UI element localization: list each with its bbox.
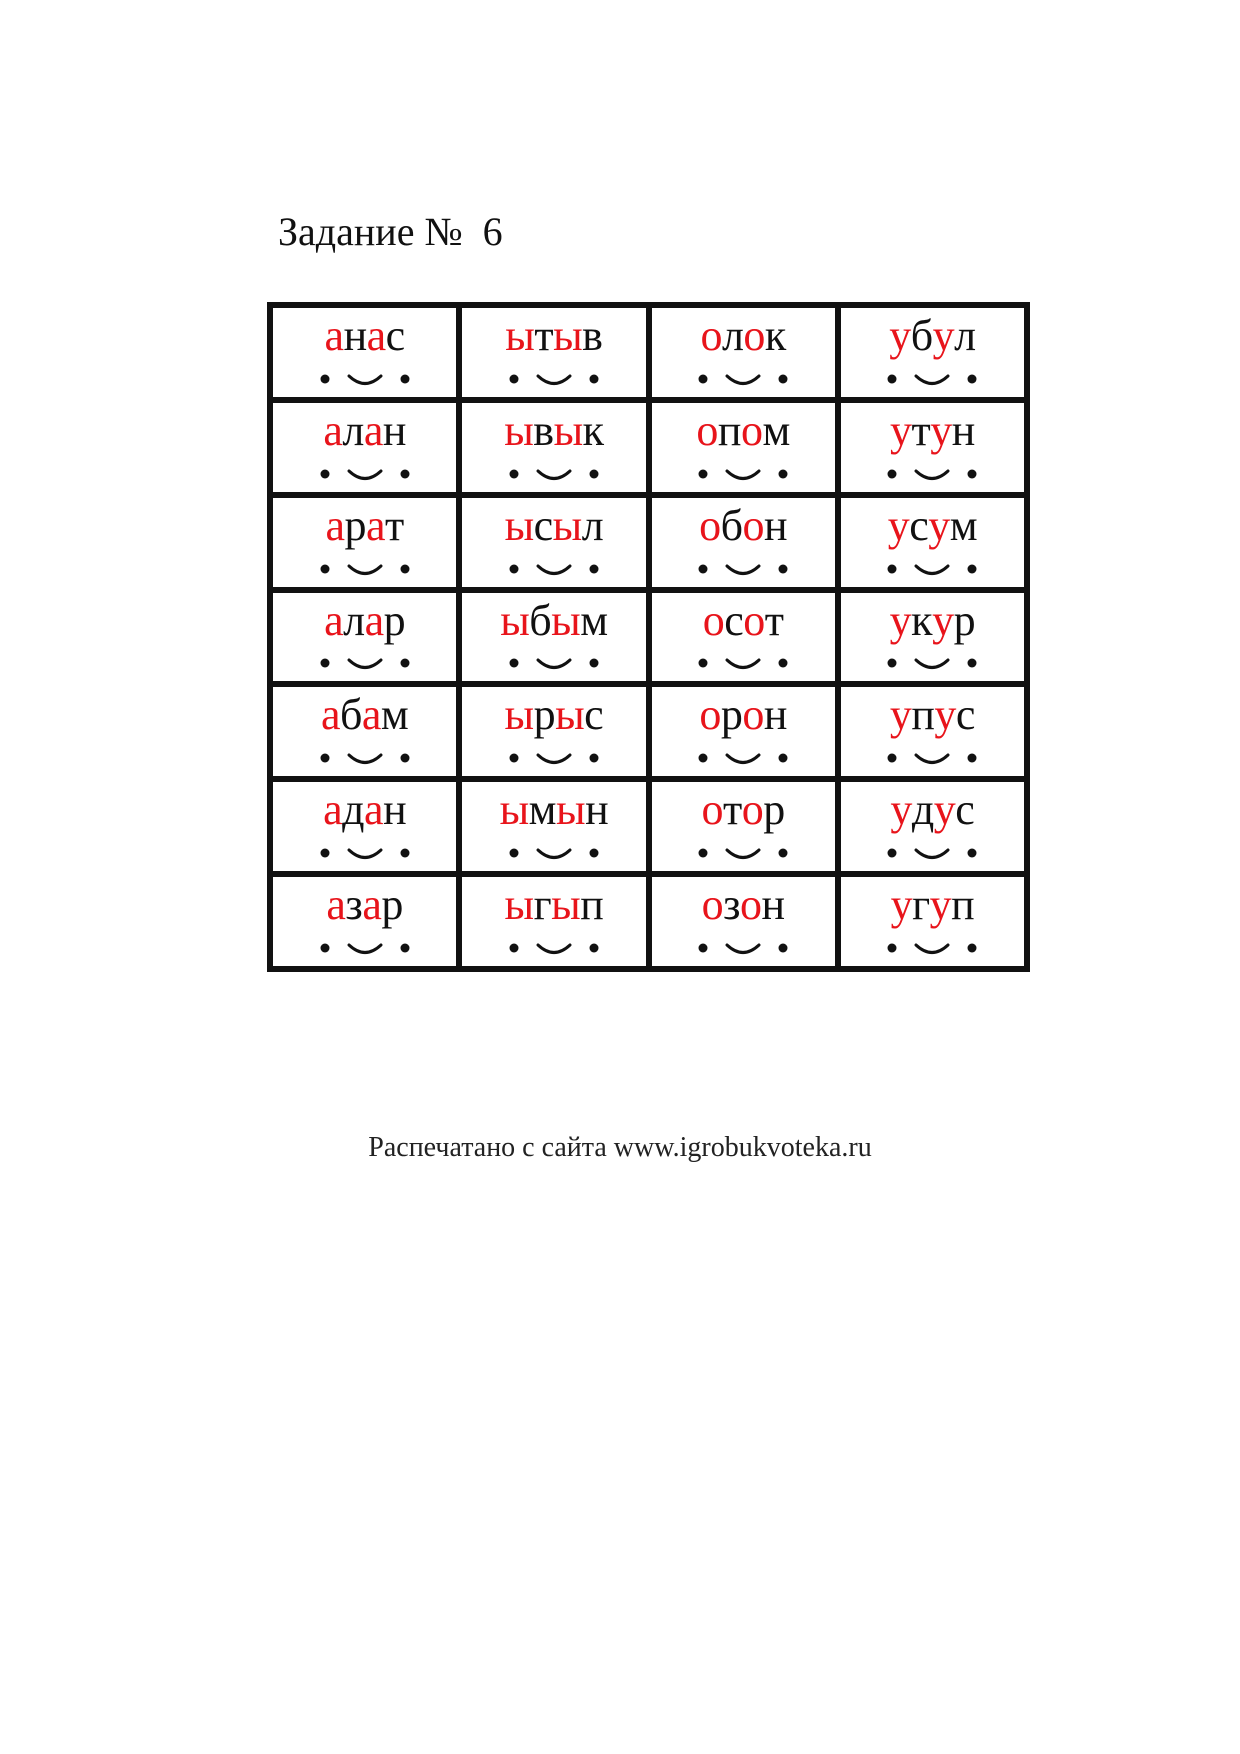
- merge-arc: [349, 755, 381, 763]
- vowel-letter: у: [928, 500, 950, 550]
- word-card: [652, 498, 835, 587]
- vowel-letter: о: [740, 405, 763, 455]
- syllable-scheme: [315, 940, 415, 960]
- merge-arc: [727, 850, 759, 858]
- sound-dot: [888, 564, 897, 573]
- vowel-letter: ы: [504, 880, 534, 930]
- word-text: [652, 690, 835, 740]
- consonant-letter: м: [528, 785, 557, 835]
- syllable-scheme: [693, 561, 793, 581]
- vowel-letter: а: [324, 311, 344, 360]
- sound-dot: [779, 754, 788, 763]
- sound-dot: [968, 943, 977, 952]
- merge-arc: [916, 850, 948, 858]
- word-text: [273, 405, 456, 455]
- consonant-letter: с: [584, 690, 604, 740]
- syllable-scheme: [693, 466, 793, 486]
- merge-arc: [349, 471, 381, 479]
- consonant-letter: б: [340, 690, 362, 740]
- sound-dot: [589, 849, 598, 858]
- consonant-letter: д: [911, 785, 934, 835]
- sound-dot: [589, 469, 598, 478]
- word-text: [652, 405, 835, 455]
- sound-dot: [779, 943, 788, 952]
- sound-dot: [400, 659, 409, 668]
- vowel-letter: у: [889, 311, 911, 360]
- consonant-letter: с: [955, 785, 975, 835]
- word-text: [462, 690, 645, 740]
- consonant-letter: л: [721, 311, 744, 360]
- syllable-scheme: [504, 940, 604, 960]
- sound-dot: [320, 564, 329, 573]
- vowel-letter: а: [364, 785, 384, 835]
- consonant-letter: с: [909, 500, 929, 550]
- sound-dot: [320, 849, 329, 858]
- consonant-letter: н: [763, 690, 787, 740]
- vowel-letter: у: [887, 500, 910, 550]
- vowel-letter: а: [362, 880, 382, 930]
- consonant-letter: р: [763, 785, 785, 835]
- vowel-letter: ы: [504, 690, 534, 740]
- merge-arc: [538, 945, 570, 953]
- word-text: [652, 785, 835, 835]
- sound-dot: [888, 754, 897, 763]
- consonant-letter: т: [911, 405, 931, 455]
- vowel-letter: у: [934, 690, 956, 740]
- word-card: [462, 782, 645, 871]
- word-text: [273, 690, 456, 740]
- word-card: [273, 403, 456, 492]
- merge-arc: [916, 945, 948, 953]
- word-text: [462, 880, 645, 930]
- syllable-scheme: [693, 371, 793, 391]
- syllable-scheme: [315, 655, 415, 675]
- word-text: [652, 311, 835, 360]
- merge-arc: [538, 471, 570, 479]
- sound-dot: [400, 849, 409, 858]
- syllable-scheme: [693, 750, 793, 770]
- sound-dot: [699, 659, 708, 668]
- consonant-letter: м: [380, 690, 409, 740]
- sound-dot: [509, 754, 518, 763]
- sound-dot: [509, 374, 518, 383]
- vowel-letter: о: [743, 595, 765, 645]
- consonant-letter: п: [951, 880, 975, 930]
- merge-arc: [727, 660, 759, 668]
- vowel-letter: а: [366, 311, 386, 360]
- merge-arc: [538, 566, 570, 574]
- vowel-letter: а: [363, 405, 383, 455]
- sound-dot: [779, 564, 788, 573]
- vowel-letter: у: [889, 405, 912, 455]
- merge-arc: [727, 471, 759, 479]
- word-text: [273, 880, 456, 930]
- merge-arc: [916, 471, 948, 479]
- consonant-letter: к: [911, 595, 933, 645]
- consonant-letter: н: [585, 785, 609, 835]
- vowel-letter: о: [742, 690, 764, 740]
- syllable-scheme: [504, 371, 604, 391]
- syllable-scheme: [882, 371, 982, 391]
- word-text: [462, 595, 645, 645]
- vowel-letter: а: [361, 690, 381, 740]
- sound-dot: [400, 943, 409, 952]
- syllable-scheme: [882, 561, 982, 581]
- sound-dot: [888, 659, 897, 668]
- consonant-letter: л: [342, 405, 364, 455]
- syllable-scheme: [693, 655, 793, 675]
- consonant-letter: л: [581, 500, 604, 550]
- vowel-letter: о: [701, 785, 723, 835]
- vowel-letter: а: [326, 880, 346, 930]
- consonant-letter: з: [345, 880, 363, 930]
- word-text: [841, 500, 1024, 550]
- vowel-letter: ы: [500, 595, 530, 645]
- word-card: [273, 593, 456, 682]
- vowel-letter: ы: [553, 311, 583, 360]
- consonant-letter: р: [383, 595, 406, 645]
- vowel-letter: о: [741, 785, 764, 835]
- syllable-scheme: [504, 466, 604, 486]
- consonant-letter: с: [385, 311, 405, 360]
- word-card: [841, 782, 1024, 871]
- vowel-letter: о: [699, 500, 721, 550]
- sound-dot: [509, 943, 518, 952]
- syllable-scheme: [693, 845, 793, 865]
- word-card: [462, 593, 645, 682]
- sound-dot: [589, 374, 598, 383]
- sound-dot: [589, 564, 598, 573]
- vowel-letter: а: [320, 690, 340, 740]
- merge-arc: [349, 566, 381, 574]
- merge-arc: [538, 755, 570, 763]
- sound-dot: [589, 943, 598, 952]
- word-text: [273, 785, 456, 835]
- sound-dot: [320, 374, 329, 383]
- vowel-letter: у: [933, 785, 956, 835]
- syllable-scheme: [882, 750, 982, 770]
- syllable-scheme: [504, 561, 604, 581]
- vowel-letter: а: [364, 595, 384, 645]
- consonant-letter: н: [951, 405, 975, 455]
- consonant-letter: м: [762, 405, 790, 455]
- vowel-letter: ы: [553, 405, 583, 455]
- word-text: [841, 690, 1024, 740]
- syllable-scheme: [315, 845, 415, 865]
- syllable-scheme: [882, 655, 982, 675]
- merge-arc: [916, 376, 948, 384]
- word-card: [462, 403, 645, 492]
- merge-arc: [349, 660, 381, 668]
- vowel-letter: ы: [551, 595, 581, 645]
- word-text: [652, 595, 835, 645]
- consonant-letter: т: [534, 311, 554, 360]
- word-text: [841, 785, 1024, 835]
- consonant-letter: б: [529, 595, 552, 645]
- consonant-letter: н: [343, 311, 367, 360]
- sound-dot: [509, 469, 518, 478]
- vowel-letter: у: [930, 405, 952, 455]
- sound-dot: [320, 659, 329, 668]
- sound-dot: [320, 943, 329, 952]
- printed-from-note: Распечатано с сайта www.igrobukvoteka.ru: [368, 1132, 872, 1163]
- consonant-letter: т: [385, 500, 404, 550]
- sound-dot: [779, 849, 788, 858]
- vowel-letter: а: [324, 595, 344, 645]
- sound-dot: [589, 659, 598, 668]
- word-card: [652, 877, 835, 966]
- vowel-letter: у: [890, 785, 912, 835]
- consonant-letter: н: [764, 500, 788, 550]
- consonant-letter: н: [383, 785, 407, 835]
- consonant-letter: н: [382, 405, 406, 455]
- word-card: [462, 877, 645, 966]
- syllable-scheme: [504, 655, 604, 675]
- merge-arc: [727, 755, 759, 763]
- merge-arc: [727, 945, 759, 953]
- word-card: [462, 308, 645, 397]
- vowel-letter: у: [929, 880, 952, 930]
- merge-arc: [538, 376, 570, 384]
- vowel-letter: ы: [505, 311, 535, 360]
- word-text: [652, 880, 835, 930]
- sound-dot: [320, 469, 329, 478]
- word-card: [841, 498, 1024, 587]
- word-card: [652, 308, 835, 397]
- syllable-scheme: [693, 940, 793, 960]
- sound-dot: [779, 659, 788, 668]
- sound-dot: [888, 469, 897, 478]
- syllable-scheme: [315, 466, 415, 486]
- consonant-letter: р: [344, 500, 366, 550]
- merge-arc: [538, 850, 570, 858]
- vowel-letter: ы: [552, 500, 582, 550]
- syllable-scheme: [504, 845, 604, 865]
- vowel-letter: у: [932, 311, 955, 360]
- sound-dot: [400, 374, 409, 383]
- word-card: [462, 498, 645, 587]
- sound-dot: [509, 564, 518, 573]
- consonant-letter: т: [764, 595, 784, 645]
- consonant-letter: з: [723, 880, 741, 930]
- consonant-letter: н: [761, 880, 785, 930]
- syllable-scheme: [882, 845, 982, 865]
- vowel-letter: ы: [504, 405, 534, 455]
- word-card: [841, 308, 1024, 397]
- word-card: [841, 687, 1024, 776]
- syllable-scheme: [315, 750, 415, 770]
- word-text: [841, 311, 1024, 360]
- sound-dot: [699, 943, 708, 952]
- sound-dot: [589, 754, 598, 763]
- vowel-letter: а: [366, 500, 386, 550]
- vowel-letter: о: [742, 500, 765, 550]
- merge-arc: [727, 566, 759, 574]
- word-card: [841, 403, 1024, 492]
- word-card: [273, 877, 456, 966]
- word-card: [652, 782, 835, 871]
- vowel-letter: о: [743, 311, 765, 360]
- vowel-letter: о: [740, 880, 762, 930]
- consonant-letter: в: [582, 311, 603, 360]
- sound-dot: [699, 374, 708, 383]
- sound-dot: [968, 469, 977, 478]
- consonant-letter: л: [343, 595, 365, 645]
- consonant-letter: б: [910, 311, 933, 360]
- merge-arc: [349, 376, 381, 384]
- word-card: [652, 403, 835, 492]
- sound-dot: [400, 754, 409, 763]
- vowel-letter: а: [323, 405, 343, 455]
- merge-arc: [916, 660, 948, 668]
- consonant-letter: д: [342, 785, 365, 835]
- consonant-letter: р: [953, 595, 976, 645]
- consonant-letter: с: [955, 690, 975, 740]
- vowel-letter: а: [325, 500, 345, 550]
- merge-arc: [538, 660, 570, 668]
- consonant-letter: р: [381, 880, 403, 930]
- word-text: [841, 595, 1024, 645]
- sound-dot: [968, 849, 977, 858]
- word-text: [273, 311, 456, 360]
- vowel-letter: ы: [556, 785, 586, 835]
- sound-dot: [400, 469, 409, 478]
- consonant-letter: л: [954, 311, 976, 360]
- merge-arc: [916, 755, 948, 763]
- sound-dot: [509, 849, 518, 858]
- sound-dot: [699, 849, 708, 858]
- word-card: [273, 782, 456, 871]
- word-card: [462, 687, 645, 776]
- consonant-letter: к: [764, 311, 786, 360]
- word-text: [652, 500, 835, 550]
- sound-dot: [779, 469, 788, 478]
- word-card: [841, 593, 1024, 682]
- sound-dot: [888, 374, 897, 383]
- consonant-letter: р: [720, 690, 743, 740]
- word-card: [841, 877, 1024, 966]
- sound-dot: [699, 564, 708, 573]
- syllable-scheme: [504, 750, 604, 770]
- word-card: [652, 593, 835, 682]
- consonant-letter: с: [724, 595, 744, 645]
- sound-dot: [699, 754, 708, 763]
- consonant-letter: м: [580, 595, 608, 645]
- sound-dot: [779, 374, 788, 383]
- sound-dot: [400, 564, 409, 573]
- vowel-letter: о: [700, 311, 722, 360]
- word-card: [652, 687, 835, 776]
- sound-dot: [888, 849, 897, 858]
- word-text: [462, 405, 645, 455]
- vowel-letter: о: [701, 880, 724, 930]
- word-text: [462, 311, 645, 360]
- merge-arc: [349, 850, 381, 858]
- consonant-letter: г: [912, 880, 930, 930]
- word-text: [841, 405, 1024, 455]
- sound-dot: [699, 469, 708, 478]
- vowel-letter: у: [890, 880, 913, 930]
- merge-arc: [727, 376, 759, 384]
- consonant-letter: п: [580, 880, 604, 930]
- syllable-scheme: [882, 940, 982, 960]
- word-card: [273, 308, 456, 397]
- vowel-letter: о: [699, 690, 721, 740]
- consonant-letter: к: [582, 405, 604, 455]
- vowel-letter: ы: [504, 500, 534, 550]
- task-title: Задание № 6: [278, 209, 503, 254]
- consonant-letter: п: [911, 690, 935, 740]
- merge-arc: [916, 566, 948, 574]
- vowel-letter: ы: [499, 785, 529, 835]
- sound-dot: [888, 943, 897, 952]
- word-text: [273, 595, 456, 645]
- consonant-letter: с: [533, 500, 553, 550]
- vowel-letter: у: [889, 690, 912, 740]
- word-card: [273, 687, 456, 776]
- vowel-letter: у: [932, 595, 954, 645]
- consonant-letter: б: [720, 500, 743, 550]
- sound-dot: [509, 659, 518, 668]
- word-text: [462, 500, 645, 550]
- sound-dot: [968, 659, 977, 668]
- consonant-letter: м: [949, 500, 978, 550]
- syllable-scheme: [882, 466, 982, 486]
- sound-dot: [968, 374, 977, 383]
- vowel-letter: ы: [551, 880, 581, 930]
- vowel-letter: о: [702, 595, 725, 645]
- consonant-letter: т: [723, 785, 742, 835]
- consonant-letter: п: [717, 405, 741, 455]
- syllable-scheme: [315, 371, 415, 391]
- vowel-letter: ы: [555, 690, 585, 740]
- syllable-scheme: [315, 561, 415, 581]
- merge-arc: [349, 945, 381, 953]
- consonant-letter: г: [533, 880, 552, 930]
- word-text: [841, 880, 1024, 930]
- word-text: [462, 785, 645, 835]
- word-card: [273, 498, 456, 587]
- consonant-letter: р: [533, 690, 556, 740]
- syllable-table: [267, 302, 1030, 972]
- vowel-letter: о: [696, 405, 718, 455]
- vowel-letter: а: [323, 785, 343, 835]
- word-text: [273, 500, 456, 550]
- sound-dot: [968, 564, 977, 573]
- sound-dot: [320, 754, 329, 763]
- vowel-letter: у: [889, 595, 912, 645]
- consonant-letter: в: [533, 405, 554, 455]
- sound-dot: [968, 754, 977, 763]
